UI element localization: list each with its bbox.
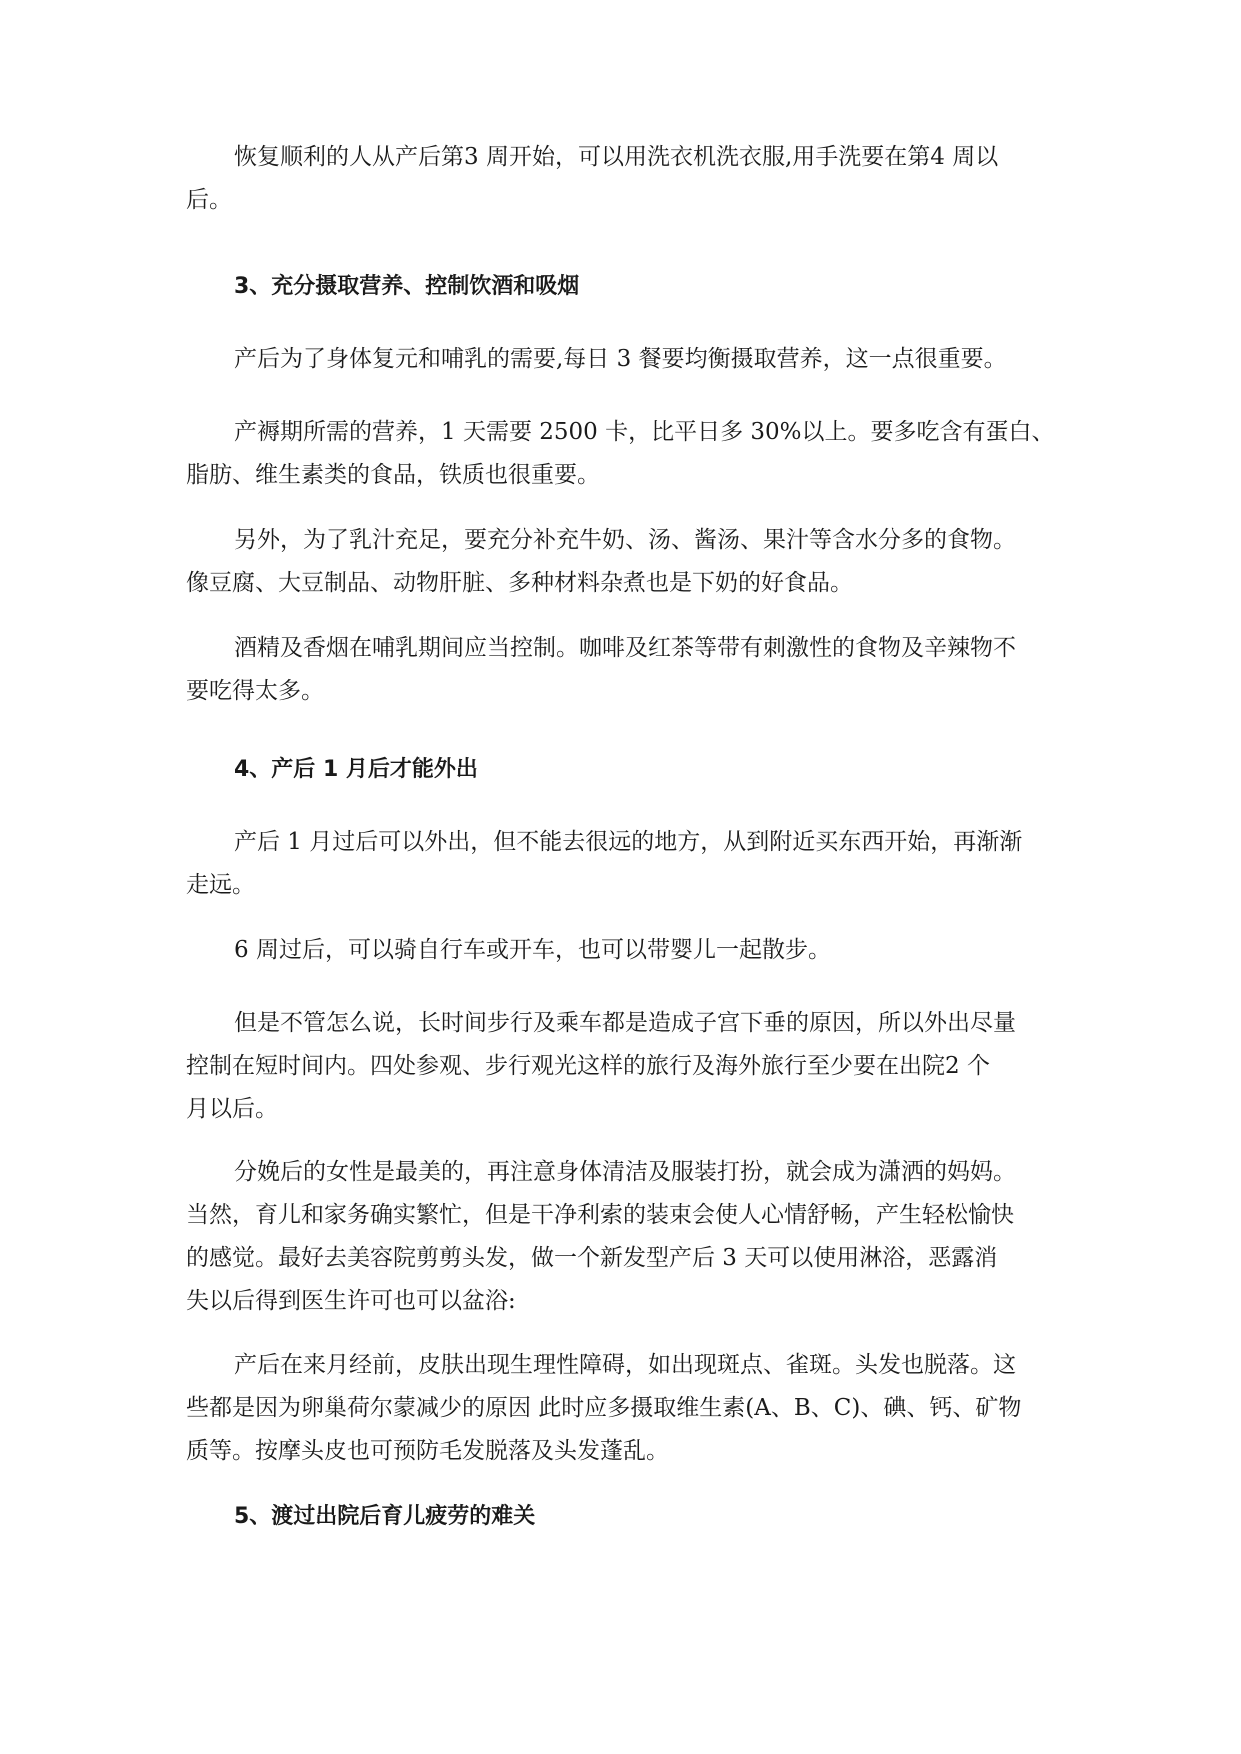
text-line: 像豆腐、大豆制品、动物肝脏、多种材料杂煮也是下奶的好食品。: [186, 570, 853, 596]
paragraph-alcohol-tobacco: [186, 627, 1086, 713]
text-line: 当然，育儿和家务确实繁忙，但是干净利索的装束会使人心情舒畅，产生轻松愉快: [186, 1202, 1014, 1228]
paragraph-going-out: [186, 821, 1086, 907]
section-heading-5: [234, 1495, 1134, 1538]
text-line: 的感觉。最好去美容院剪剪头发，做一个新发型产后 3 天可以使用淋浴，恶露消: [186, 1245, 998, 1271]
text-line: 恢复顺利的人从产后第3 周开始，可以用洗衣机洗衣服,用手洗要在第4 周以: [234, 144, 999, 170]
text-line: 走远。: [186, 872, 255, 898]
text-line: 脂肪、维生素类的食品，铁质也很重要。: [186, 462, 600, 488]
text-line: 后。: [186, 187, 232, 213]
text-line: 另外，为了乳汁充足，要充分补充牛奶、汤、酱汤、果汁等含水分多的食物。: [234, 527, 1016, 553]
text-line: 但是不管怎么说，长时间步行及乘车都是造成子宫下垂的原因，所以外出尽量: [234, 1010, 1016, 1036]
text-line: 月以后。: [186, 1096, 278, 1122]
text-line: 要吃得太多。: [186, 678, 324, 704]
paragraph-skin-hair: [186, 1344, 1086, 1473]
section-heading-3: [234, 265, 1134, 308]
heading-text: 3、充分摄取营养、控制饮酒和吸烟: [234, 274, 580, 299]
text-line: 失以后得到医生许可也可以盆浴:: [186, 1288, 516, 1314]
paragraph-breast-milk: [186, 519, 1086, 605]
heading-text: 5、渡过出院后育儿疲劳的难关: [234, 1504, 536, 1529]
text-line: 酒精及香烟在哺乳期间应当控制。咖啡及红茶等带有刺激性的食物及辛辣物不: [234, 635, 1016, 661]
text-line: 产后 1 月过后可以外出，但不能去很远的地方，从到附近买东西开始，再渐渐: [234, 829, 1023, 855]
paragraph-appearance: [186, 1151, 1086, 1323]
text-line: 分娩后的女性是最美的，再注意身体清洁及服装打扮，就会成为潇洒的妈妈。: [234, 1159, 1016, 1185]
paragraph-six-weeks: [186, 929, 1086, 972]
paragraph-washing: [186, 136, 1086, 222]
heading-text: 4、产后 1 月后才能外出: [234, 757, 478, 782]
paragraph-nutrition-intro: [186, 338, 1086, 381]
paragraph-travel: [186, 1002, 1086, 1131]
text-line: 质等。按摩头皮也可预防毛发脱落及头发蓬乱。: [186, 1438, 669, 1464]
paragraph-nutrition-calories: [186, 411, 1086, 497]
text-line: 产后为了身体复元和哺乳的需要,每日 3 餐要均衡摄取营养，这一点很重要。: [234, 346, 1007, 372]
text-line: 6 周过后，可以骑自行车或开车，也可以带婴儿一起散步。: [234, 937, 831, 963]
text-line: 控制在短时间内。四处参观、步行观光这样的旅行及海外旅行至少要在出院2 个: [186, 1053, 990, 1079]
text-line: 产后在来月经前，皮肤出现生理性障碍，如出现斑点、雀斑。头发也脱落。这: [234, 1352, 1016, 1378]
text-line: 产褥期所需的营养，1 天需要 2500 卡，比平日多 30%以上。要多吃含有蛋白、: [234, 419, 1055, 445]
text-line: 些都是因为卵巢荷尔蒙减少的原因 此时应多摄取维生素(A、B、C)、碘、钙、矿物: [186, 1395, 1022, 1421]
section-heading-4: [234, 748, 1134, 791]
